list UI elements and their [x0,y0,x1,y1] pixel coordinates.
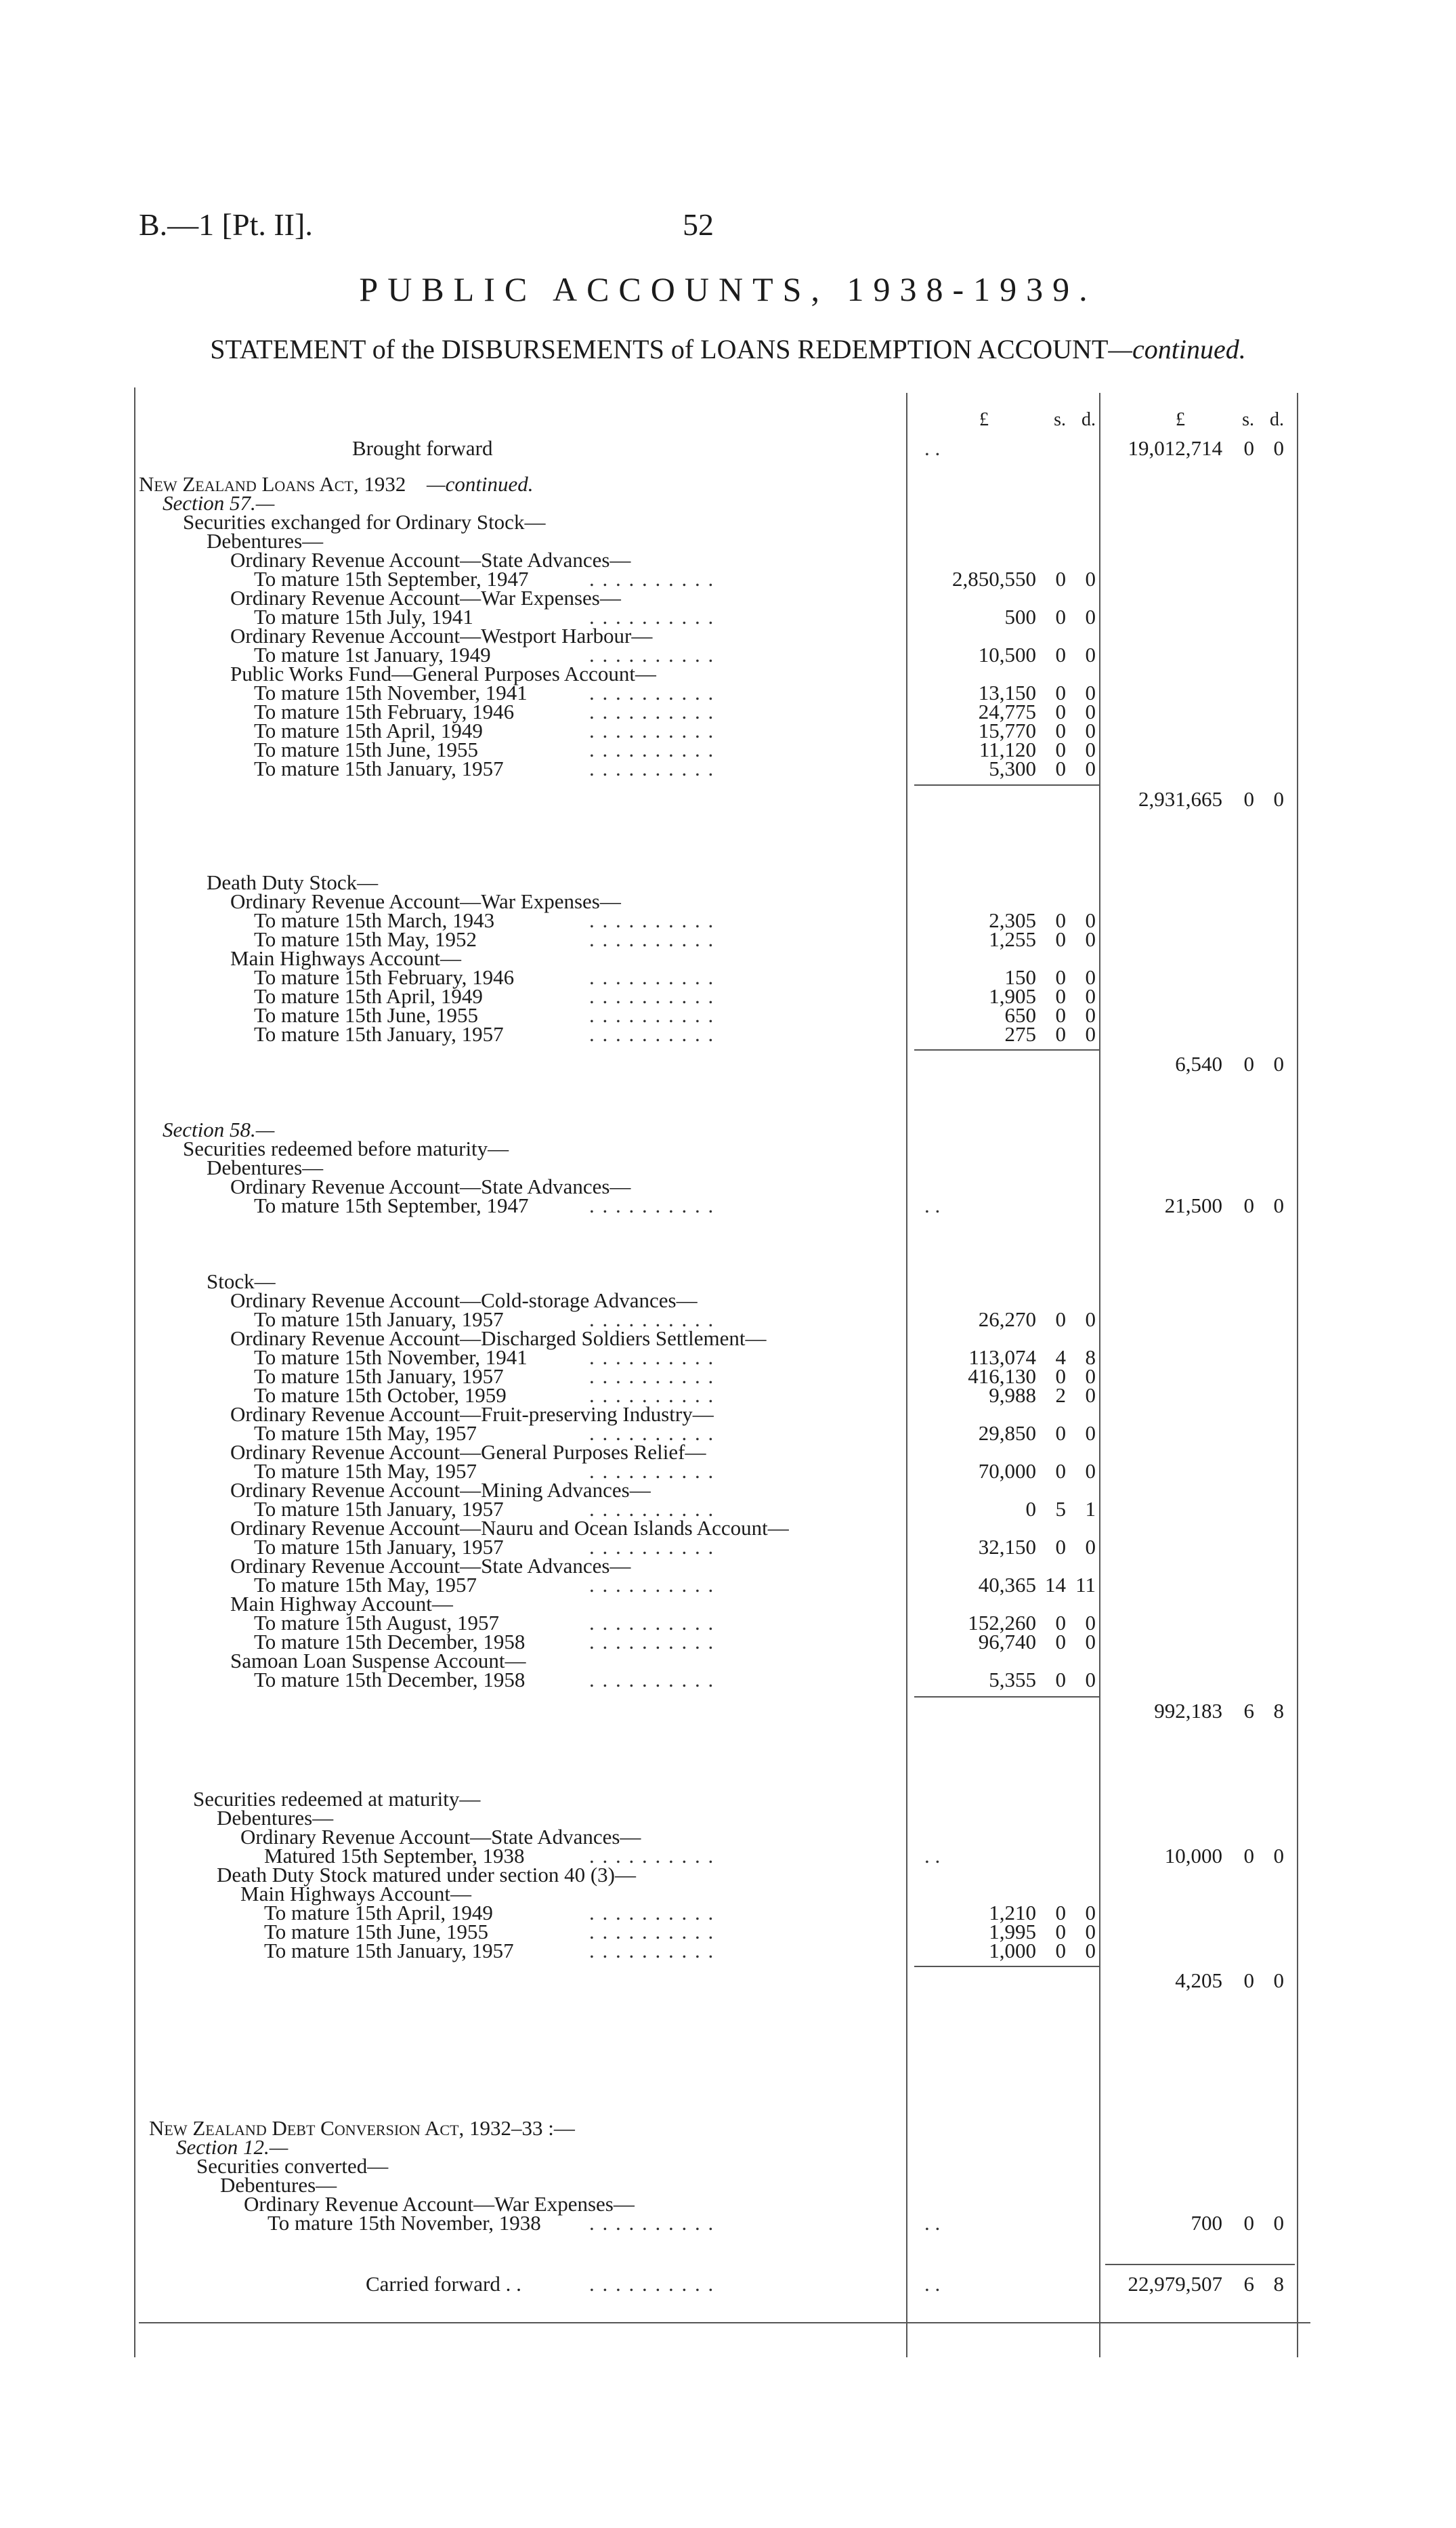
first-column-pounds: 650 [1004,1003,1036,1027]
second-column-pounds: 21,500 [1164,1194,1222,1217]
first-column-shillings: 0 [1055,1364,1066,1388]
row-label: To mature 15th June, 1955 [264,1920,489,1943]
first-column-pence: 11 [1075,1573,1096,1597]
first-column-pounds: 10,500 [978,643,1036,667]
first-column-shillings: 0 [1055,1307,1066,1331]
first-column-pence: 0 [1085,1611,1096,1635]
row-label: Section 57.— [163,491,275,515]
dot-leader: . . . . . . . . . . [589,965,715,989]
first-column-pounds: 15,770 [978,719,1036,742]
first-column-shillings: 0 [1055,1939,1066,1962]
page-number: 52 [683,207,714,242]
dot-leader: . . . . . . . . . . [589,1668,715,1691]
first-column-shillings: 0 [1055,605,1066,629]
first-column-pounds: 2,305 [989,908,1036,932]
row-label: New Zealand Debt Conversion Act, 1932–33 :— [149,2116,575,2140]
dot-leader: . . . . . . . . . . [589,1573,715,1597]
dot-leader: . . . . . . . . . . [589,1535,715,1559]
first-column-shillings: 0 [1055,1459,1066,1483]
first-column-pounds: 1,255 [989,927,1036,951]
row-label: To mature 15th January, 1957 [254,1364,504,1388]
first-column-pounds: 2,850,550 [952,567,1036,591]
first-column-pence: 0 [1085,1003,1096,1027]
subtitle-continued: —continued. [1108,334,1246,364]
row-label: Securities converted— [196,2154,389,2178]
first-column-shillings: 0 [1055,757,1066,780]
first-column-leader: . . [924,1194,941,1217]
row-label: Securities redeemed before maturity— [183,1137,509,1160]
second-column-pounds: 700 [1191,2211,1222,2235]
row-label: Securities exchanged for Ordinary Stock— [183,510,546,534]
subtotal-row [0,1967,1456,1994]
row-label: Ordinary Revenue Account—War Expenses— [244,2192,635,2216]
second-column-shillings: 0 [1243,1844,1254,1868]
first-column-pence: 0 [1085,1022,1096,1046]
row-carried-forward [0,2271,1456,2298]
row-label: Main Highways Account— [230,946,461,970]
row-label: Ordinary Revenue Account—State Advances— [230,548,631,572]
row-label: To mature 1st January, 1949 [254,643,491,667]
first-column-pence: 0 [1085,567,1096,591]
second-column-pence: 0 [1273,1844,1284,1868]
first-column-pounds: 275 [1004,1022,1036,1046]
second-column-shillings: 6 [1243,2272,1254,2296]
row-label: Ordinary Revenue Account—Nauru and Ocean Islands Account— [230,1516,789,1540]
first-column-shillings: 2 [1055,1383,1066,1407]
second-column-pence: 0 [1273,1194,1284,1217]
first-column-pence: 0 [1085,1535,1096,1559]
row-to-mature-15th-january-1957 [0,1021,1456,1048]
table-bottom-rule [139,2322,1310,2323]
first-column-pounds: 5,300 [989,757,1036,780]
row-label: Ordinary Revenue Account—Cold-storage Advances— [230,1288,698,1312]
first-column-pence: 0 [1085,719,1096,742]
dot-leader: . . . . . . . . . . [589,1901,715,1924]
row-label: Matured 15th September, 1938 [264,1844,525,1868]
dot-leader: . . . . . . . . . . [589,1497,715,1521]
row-label: Public Works Fund—General Purposes Account— [230,662,656,686]
row-label: To mature 15th January, 1957 [254,1022,504,1046]
row-brought-forward [0,435,1456,462]
first-column-pence: 0 [1085,965,1096,989]
second-column-pence: 8 [1273,2272,1284,2296]
dot-leader: . . . . . . . . . . [589,1421,715,1445]
first-column-pence: 0 [1085,1668,1096,1691]
row-label: To mature 15th August, 1957 [254,1611,500,1635]
row-label: To mature 15th May, 1957 [254,1573,477,1597]
second-column-pounds: 19,012,714 [1128,436,1222,460]
first-column-shillings: 0 [1055,1611,1066,1635]
first-column-pounds: 113,074 [968,1345,1036,1369]
row-label: Main Highway Account— [230,1592,453,1616]
second-column-pence: 0 [1273,436,1284,460]
dot-leader: . . . . . . . . . . [589,1920,715,1943]
first-column-shillings: 0 [1055,927,1066,951]
row-label: To mature 15th May, 1957 [254,1421,477,1445]
row-label: To mature 15th April, 1949 [254,984,483,1008]
first-column-shillings: 14 [1045,1573,1066,1597]
second-column-pounds: 22,979,507 [1128,2272,1222,2296]
dot-leader: . . . . . . . . . . [589,757,715,780]
dot-leader: . . . . . . . . . . [589,1939,715,1962]
first-column-shillings: 0 [1055,643,1066,667]
col2-pound-heading: £ [1176,409,1185,430]
second-column-pounds: 2,931,665 [1138,787,1222,811]
first-column-pounds: 0 [1025,1497,1036,1521]
row-label: New Zealand Loans Act, 1932 [139,472,406,496]
second-column-shillings: 0 [1243,787,1254,811]
second-column-pence: 0 [1273,1968,1284,1992]
col2-shillings-heading: s. [1242,409,1254,430]
first-column-pence: 0 [1085,1901,1096,1924]
first-column-pence: 0 [1085,605,1096,629]
first-column-pounds: 416,130 [968,1364,1036,1388]
dot-leader: . . . . . . . . . . [589,1383,715,1407]
dot-leader: . . . . . . . . . . [589,1194,715,1217]
first-column-pence: 0 [1085,1939,1096,1962]
second-column-pounds: 4,205 [1175,1968,1222,1992]
second-column-shillings: 0 [1243,1968,1254,1992]
row-label: To mature 15th January, 1957 [254,1497,504,1521]
document-reference: B.—1 [Pt. II]. [139,207,313,242]
first-column-pounds: 1,210 [989,1901,1036,1924]
second-column-pounds: 992,183 [1154,1699,1222,1723]
carried-forward-rule [1105,2264,1295,2265]
row-to-mature-15th-january-1957 [0,1937,1456,1964]
first-column-pence: 0 [1085,757,1096,780]
first-column-shillings: 0 [1055,984,1066,1008]
second-column-pounds: 10,000 [1164,1844,1222,1868]
first-column-leader: . . [924,436,941,460]
row-label: Debentures— [220,2173,337,2197]
row-label: To mature 15th November, 1941 [254,1345,528,1369]
row-label: Debentures— [217,1806,334,1830]
row-to-mature-15th-november-1938 [0,2210,1456,2237]
row-label: To mature 15th January, 1957 [254,1535,504,1559]
first-column-shillings: 0 [1055,1668,1066,1691]
second-column-pounds: 6,540 [1175,1052,1222,1076]
dot-leader: . . . . . . . . . . [589,605,715,629]
row-label: To mature 15th April, 1949 [264,1901,493,1924]
row-label: Ordinary Revenue Account—State Advances— [240,1825,641,1849]
dot-leader: . . . . . . . . . . [589,1844,715,1868]
first-column-shillings: 0 [1055,719,1066,742]
row-label: Carried forward . . [366,2272,521,2296]
first-column-pence: 0 [1085,1307,1096,1331]
first-column-pence: 0 [1085,927,1096,951]
row-label: To mature 15th March, 1943 [254,908,495,932]
dot-leader: . . . . . . . . . . [589,1611,715,1635]
page-title: PUBLIC ACCOUNTS, 1938-1939. [359,270,1097,308]
subtitle-main: STATEMENT of the DISBURSEMENTS of LOANS REDEMPTION ACCOUNT [210,334,1109,364]
first-column-pounds: 1,905 [989,984,1036,1008]
row-label: To mature 15th January, 1957 [254,757,504,780]
first-column-pence: 0 [1085,984,1096,1008]
row-label: To mature 15th November, 1938 [267,2211,541,2235]
dot-leader: . . . . . . . . . . [589,908,715,932]
first-column-pence: 8 [1085,1345,1096,1369]
first-column-pounds: 29,850 [978,1421,1036,1445]
row-label: To mature 15th June, 1955 [254,1003,479,1027]
row-label: Ordinary Revenue Account—State Advances— [230,1554,631,1578]
row-label: Ordinary Revenue Account—Discharged Soldiers Settlement— [230,1326,767,1350]
row-label: Section 12.— [176,2135,288,2159]
dot-leader: . . . . . . . . . . [589,1630,715,1653]
row-label: Samoan Loan Suspense Account— [230,1649,526,1672]
first-column-pence: 0 [1085,1920,1096,1943]
first-column-pence: 0 [1085,700,1096,723]
row-label: To mature 15th November, 1941 [254,681,528,704]
first-column-shillings: 0 [1055,1003,1066,1027]
first-column-leader: . . [924,2211,941,2235]
first-column-pence: 0 [1085,1364,1096,1388]
first-column-pence: 0 [1085,1421,1096,1445]
row-label: To mature 15th June, 1955 [254,738,479,761]
first-column-leader: . . [924,1844,941,1868]
first-column-pence: 0 [1085,1383,1096,1407]
dot-leader: . . . . . . . . . . [589,681,715,704]
first-column-shillings: 4 [1055,1345,1066,1369]
first-column-pence: 0 [1085,1459,1096,1483]
row-label: Debentures— [207,529,324,553]
first-column-pence: 0 [1085,738,1096,761]
first-column-shillings: 0 [1055,908,1066,932]
second-column-shillings: 0 [1243,436,1254,460]
first-column-pounds: 40,365 [978,1573,1036,1597]
dot-leader: . . . . . . . . . . [589,1022,715,1046]
row-label: To mature 15th January, 1957 [254,1307,504,1331]
first-column-pounds: 150 [1004,965,1036,989]
second-column-shillings: 0 [1243,2211,1254,2235]
second-column-pence: 8 [1273,1699,1284,1723]
first-column-pounds: 24,775 [978,700,1036,723]
first-column-shillings: 0 [1055,1022,1066,1046]
first-column-pence: 0 [1085,643,1096,667]
row-label: To mature 15th December, 1958 [254,1630,526,1653]
first-column-shillings: 0 [1055,1535,1066,1559]
row-label: Main Highways Account— [240,1882,471,1905]
first-column-pounds: 26,270 [978,1307,1036,1331]
first-column-pounds: 13,150 [978,681,1036,704]
first-column-pounds: 9,988 [989,1383,1036,1407]
statement-subtitle [0,333,1456,365]
second-column-pence: 0 [1273,1052,1284,1076]
row-label: Ordinary Revenue Account—General Purposes Relief— [230,1440,706,1464]
second-column-pence: 0 [1273,787,1284,811]
row-label: Stock— [207,1269,276,1293]
first-column-pounds: 96,740 [978,1630,1036,1653]
row-label: To mature 15th April, 1949 [254,719,483,742]
first-column-shillings: 0 [1055,738,1066,761]
col1-pound-heading: £ [979,409,989,430]
dot-leader: . . . . . . . . . . [589,927,715,951]
second-column-shillings: 0 [1243,1194,1254,1217]
row-label: Ordinary Revenue Account—Westport Harbour— [230,624,653,648]
first-column-pounds: 1,000 [989,1939,1036,1962]
row-label: Debentures— [207,1156,324,1179]
dot-leader: . . . . . . . . . . [589,1364,715,1388]
first-column-shillings: 0 [1055,1920,1066,1943]
subtotal-row [0,786,1456,813]
dot-leader: . . . . . . . . . . [589,1459,715,1483]
dot-leader: . . . . . . . . . . [589,1003,715,1027]
first-column-shillings: 0 [1055,1630,1066,1653]
col2-pence-heading: d. [1270,409,1284,430]
first-column-pounds: 1,995 [989,1920,1036,1943]
row-label: To mature 15th May, 1952 [254,927,477,951]
row-label: To mature 15th September, 1947 [254,1194,529,1217]
row-label: Securities redeemed at maturity— [193,1787,481,1811]
dot-leader: . . . . . . . . . . [589,984,715,1008]
row-to-mature-15th-january-1957 [0,755,1456,782]
first-column-leader: . . [924,2272,941,2296]
first-column-shillings: 0 [1055,965,1066,989]
row-label: Ordinary Revenue Account—Mining Advances— [230,1478,651,1502]
first-column-shillings: 0 [1055,700,1066,723]
first-column-pence: 0 [1085,681,1096,704]
col1-shillings-heading: s. [1054,409,1066,430]
first-column-shillings: 0 [1055,567,1066,591]
dot-leader: . . . . . . . . . . [589,700,715,723]
row-label: Death Duty Stock matured under section 40 (3)— [217,1863,636,1887]
first-column-pounds: 32,150 [978,1535,1036,1559]
first-column-pence: 0 [1085,908,1096,932]
dot-leader: . . . . . . . . . . [589,738,715,761]
row-to-mature-15th-december-1958 [0,1666,1456,1693]
dot-leader: . . . . . . . . . . [589,2211,715,2235]
row-label: To mature 15th May, 1957 [254,1459,477,1483]
row-label-suffix: —continued. [427,472,534,496]
dot-leader: . . . . . . . . . . [589,567,715,591]
first-column-pence: 0 [1085,1630,1096,1653]
row-label: To mature 15th October, 1959 [254,1383,507,1407]
dot-leader: . . . . . . . . . . [589,1307,715,1331]
second-column-shillings: 6 [1243,1699,1254,1723]
row-label: Ordinary Revenue Account—State Advances— [230,1175,631,1198]
first-column-shillings: 5 [1055,1497,1066,1521]
row-label: To mature 15th January, 1957 [264,1939,514,1962]
subtotal-row [0,1698,1456,1725]
row-label: To mature 15th September, 1947 [254,567,529,591]
dot-leader: . . . . . . . . . . [589,719,715,742]
row-label: To mature 15th December, 1958 [254,1668,526,1691]
first-column-pounds: 500 [1004,605,1036,629]
row-label: To mature 15th July, 1941 [254,605,473,629]
row-label: Section 58.— [163,1118,275,1141]
row-label: To mature 15th February, 1946 [254,965,515,989]
row-label: To mature 15th February, 1946 [254,700,515,723]
row-label: Ordinary Revenue Account—Fruit-preserving Industry— [230,1402,714,1426]
first-column-pounds: 11,120 [979,738,1036,761]
column-headings [0,406,1456,434]
row-label: Ordinary Revenue Account—War Expenses— [230,889,621,913]
dot-leader: . . . . . . . . . . [589,643,715,667]
dot-leader: . . . . . . . . . . [589,2272,715,2296]
first-column-pounds: 70,000 [978,1459,1036,1483]
first-column-shillings: 0 [1055,1901,1066,1924]
first-column-pence: 1 [1085,1497,1096,1521]
first-column-pounds: 152,260 [968,1611,1036,1635]
row-to-mature-15th-september-1947 [0,1192,1456,1219]
first-column-pounds: 5,355 [989,1668,1036,1691]
dot-leader: . . . . . . . . . . [589,1345,715,1369]
first-column-shillings: 0 [1055,1421,1066,1445]
col1-pence-heading: d. [1082,409,1096,430]
row-label: Ordinary Revenue Account—War Expenses— [230,586,621,610]
row-label: Death Duty Stock— [207,870,379,894]
second-column-shillings: 0 [1243,1052,1254,1076]
row-label: Brought forward [352,436,493,460]
second-column-pence: 0 [1273,2211,1284,2235]
first-column-shillings: 0 [1055,681,1066,704]
subtotal-row [0,1051,1456,1078]
